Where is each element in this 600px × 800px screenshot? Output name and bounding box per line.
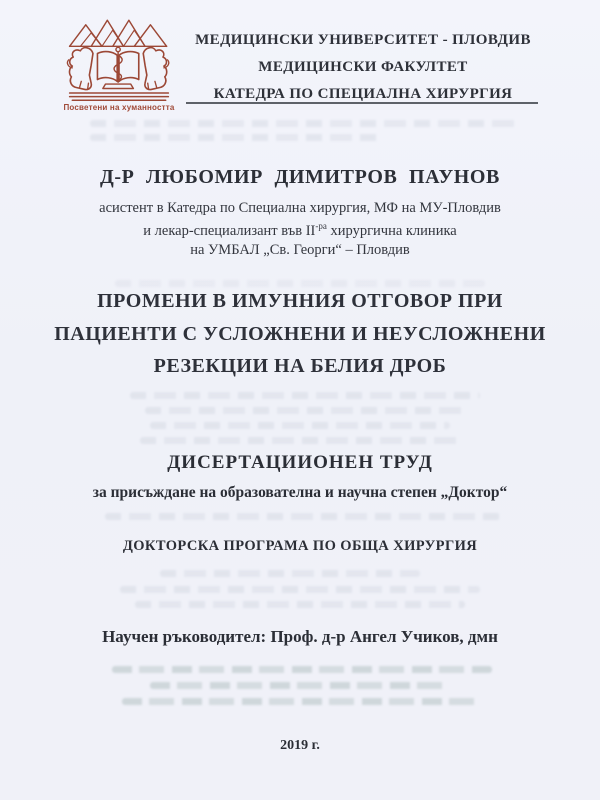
year-label: 2019 г. bbox=[280, 738, 320, 753]
bleedthrough-line bbox=[90, 134, 380, 141]
bleedthrough-line bbox=[160, 570, 420, 577]
doctoral-program: ДОКТОРСКА ПРОГРАМА ПО ОБЩА ХИРУРГИЯ bbox=[122, 538, 478, 554]
bleedthrough-line bbox=[145, 407, 465, 414]
dissertation-title-line-2: ПАЦИЕНТИ С УСЛОЖНЕНИ И НЕУСЛОЖНЕНИ bbox=[54, 323, 546, 345]
supervisor-line: Научен ръководител: Проф. д-р Ангел Учиков, дмн bbox=[102, 627, 498, 646]
affiliation-2-sup: -ра bbox=[315, 221, 327, 231]
bleedthrough-line bbox=[105, 513, 500, 520]
faculty-name: МЕДИЦИНСКИ ФАКУЛТЕТ bbox=[258, 59, 468, 75]
author-affiliation-3: на УМБАЛ „Св. Георги“ – Пловдив bbox=[190, 242, 410, 258]
university-emblem-icon bbox=[60, 14, 178, 102]
bleedthrough-line bbox=[115, 280, 485, 287]
bleedthrough-line bbox=[140, 437, 460, 444]
bleedthrough-line bbox=[130, 392, 480, 399]
bleedthrough-line bbox=[150, 682, 450, 689]
bleedthrough-line bbox=[90, 120, 520, 127]
header-divider bbox=[186, 102, 538, 104]
bleedthrough-line bbox=[120, 586, 480, 593]
thesis-subtitle: за присъждане на образователна и научна степен „Доктор“ bbox=[92, 484, 508, 501]
dissertation-title-line-3: РЕЗЕКЦИИ НА БЕЛИЯ ДРОБ bbox=[153, 355, 447, 377]
affiliation-2-pre: и лекар-специализант във II bbox=[143, 222, 316, 239]
logo-caption: Посветени на хуманността bbox=[63, 103, 175, 112]
thesis-type: ДИСЕРТАЦИИОНЕН ТРУД bbox=[167, 452, 433, 473]
bleedthrough-line bbox=[112, 666, 492, 673]
bleedthrough-line bbox=[135, 601, 465, 608]
affiliation-2-post: хирургична клиника bbox=[326, 222, 457, 239]
author-affiliation-2 bbox=[0, 221, 600, 240]
university-logo bbox=[58, 14, 180, 112]
institution-header bbox=[180, 27, 546, 108]
author-name: Д-Р ЛЮБОМИР ДИМИТРОВ ПАУНОВ bbox=[99, 166, 500, 188]
dissertation-title-line-1: ПРОМЕНИ В ИМУННИЯ ОТГОВОР ПРИ bbox=[97, 290, 503, 312]
university-name: МЕДИЦИНСКИ УНИВЕРСИТЕТ - ПЛОВДИВ bbox=[195, 32, 531, 48]
bleedthrough-line bbox=[122, 698, 477, 705]
department-name: КАТЕДРА ПО СПЕЦИАЛНА ХИРУРГИЯ bbox=[213, 86, 513, 102]
author-affiliation-1: асистент в Катедра по Специална хирургия, МФ на МУ-Пловдив bbox=[99, 200, 501, 216]
bleedthrough-line bbox=[150, 422, 450, 429]
